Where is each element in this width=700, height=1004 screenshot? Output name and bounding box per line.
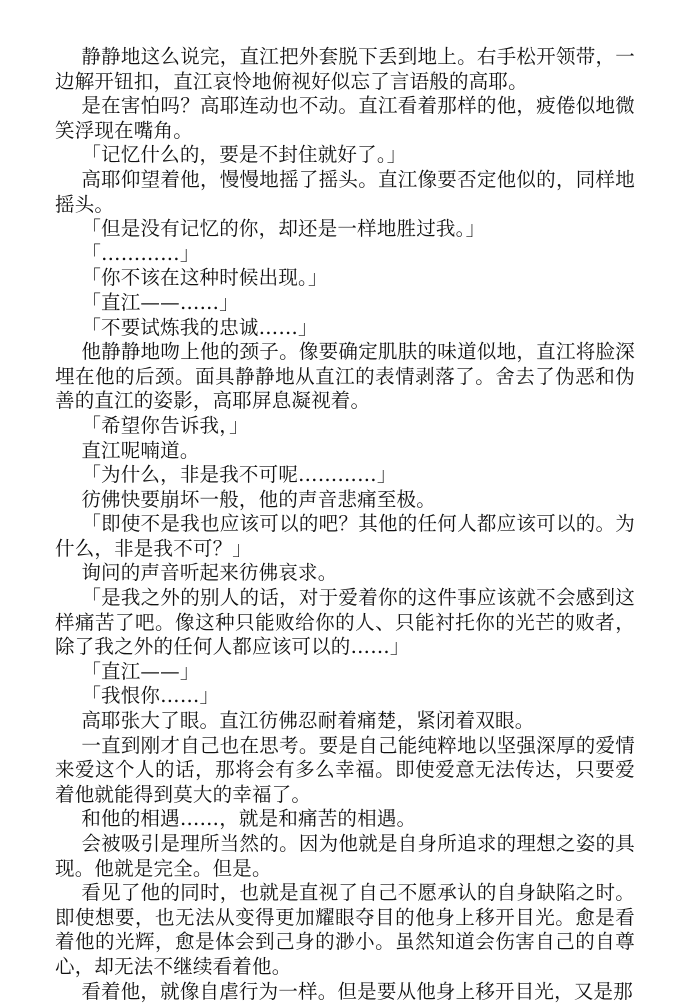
dialogue-paragraph: 「但是没有记忆的你，却还是一样地胜过我。」 <box>81 217 486 241</box>
paragraph: 和他的相遇……，就是和痛苦的相遇。 <box>81 807 417 831</box>
paragraph: 看见了他的同时，也就是直视了自己不愿承认的自身缺陷之时。即使想要，也无法从变得更加耀眼夺目的他身上移开目光。愈是看着他的光辉，愈是体会到己身的渺小。虽然知道会伤害自己的自尊心，却无法不继续看着他。 <box>55 881 635 978</box>
dialogue-paragraph: 「直江——……」 <box>81 290 239 314</box>
dialogue-paragraph: 「…………」 <box>81 241 200 265</box>
dialogue-paragraph: 「我恨你……」 <box>81 684 220 708</box>
paragraph: 他静静地吻上他的颈子。像要确定肌肤的味道似地，直江将脸深埋在他的后颈。面具静静地从直江的表情剥落了。舍去了伪恶和伪善的直江的姿影，高耶屏息凝视着。 <box>55 340 635 413</box>
paragraph: 彷佛快要崩坏一般，他的声音悲痛至极。 <box>81 487 436 511</box>
dialogue-paragraph: 「为什么，非是我不可呢…………」 <box>81 463 397 487</box>
dialogue-paragraph: 「直江——」 <box>81 659 200 683</box>
dialogue-paragraph: 「即使不是我也应该可以的吧？其他的任何人都应该可以的。为什么，非是我不可？」 <box>55 512 635 560</box>
paragraph: 直江呢喃道。 <box>81 438 200 462</box>
dialogue-paragraph: 「不要试炼我的忠诚……」 <box>81 315 318 339</box>
paragraph: 看着他，就像自虐行为一样。但是要从他身上移开目光，又是那 <box>81 979 633 1003</box>
novel-text-body <box>55 45 635 1004</box>
dialogue-paragraph: 「是我之外的别人的话，对于爱着你的这件事应该就不会感到这样痛苦了吧。像这种只能败给你的人、只能衬托你的光芒的败者，除了我之外的任何人都应该可以的……」 <box>55 586 635 659</box>
paragraph: 一直到刚才自己也在思考。要是自己能纯粹地以坚强深厚的爱情来爱这个人的话，那将会有多么幸福。即使爱意无法传达，只要爱着他就能得到莫大的幸福了。 <box>55 733 635 806</box>
paragraph: 高耶仰望着他，慢慢地摇了摇头。直江像要否定他似的，同样地摇头。 <box>55 167 635 216</box>
paragraph: 会被吸引是理所当然的。因为他就是自身所追求的理想之姿的具现。他就是完全。但是。 <box>55 832 635 880</box>
dialogue-paragraph: 「记忆什么的，要是不封住就好了。」 <box>81 143 407 167</box>
paragraph: 高耶张大了眼。直江彷佛忍耐着痛楚，紧闭着双眼。 <box>81 709 535 733</box>
paragraph: 静静地这么说完，直江把外套脱下丢到地上。右手松开领带，一边解开钮扣，直江哀怜地俯视好似忘了言语般的高耶。 <box>55 45 635 93</box>
dialogue-paragraph: 「你不该在这种时候出现。」 <box>81 266 328 290</box>
dialogue-paragraph: 「希望你告诉我，」 <box>81 413 249 437</box>
paragraph: 是在害怕吗？高耶连动也不动。直江看着那样的他，疲倦似地微笑浮现在嘴角。 <box>55 94 635 142</box>
paragraph: 询问的声音听起来彷佛哀求。 <box>81 561 338 585</box>
